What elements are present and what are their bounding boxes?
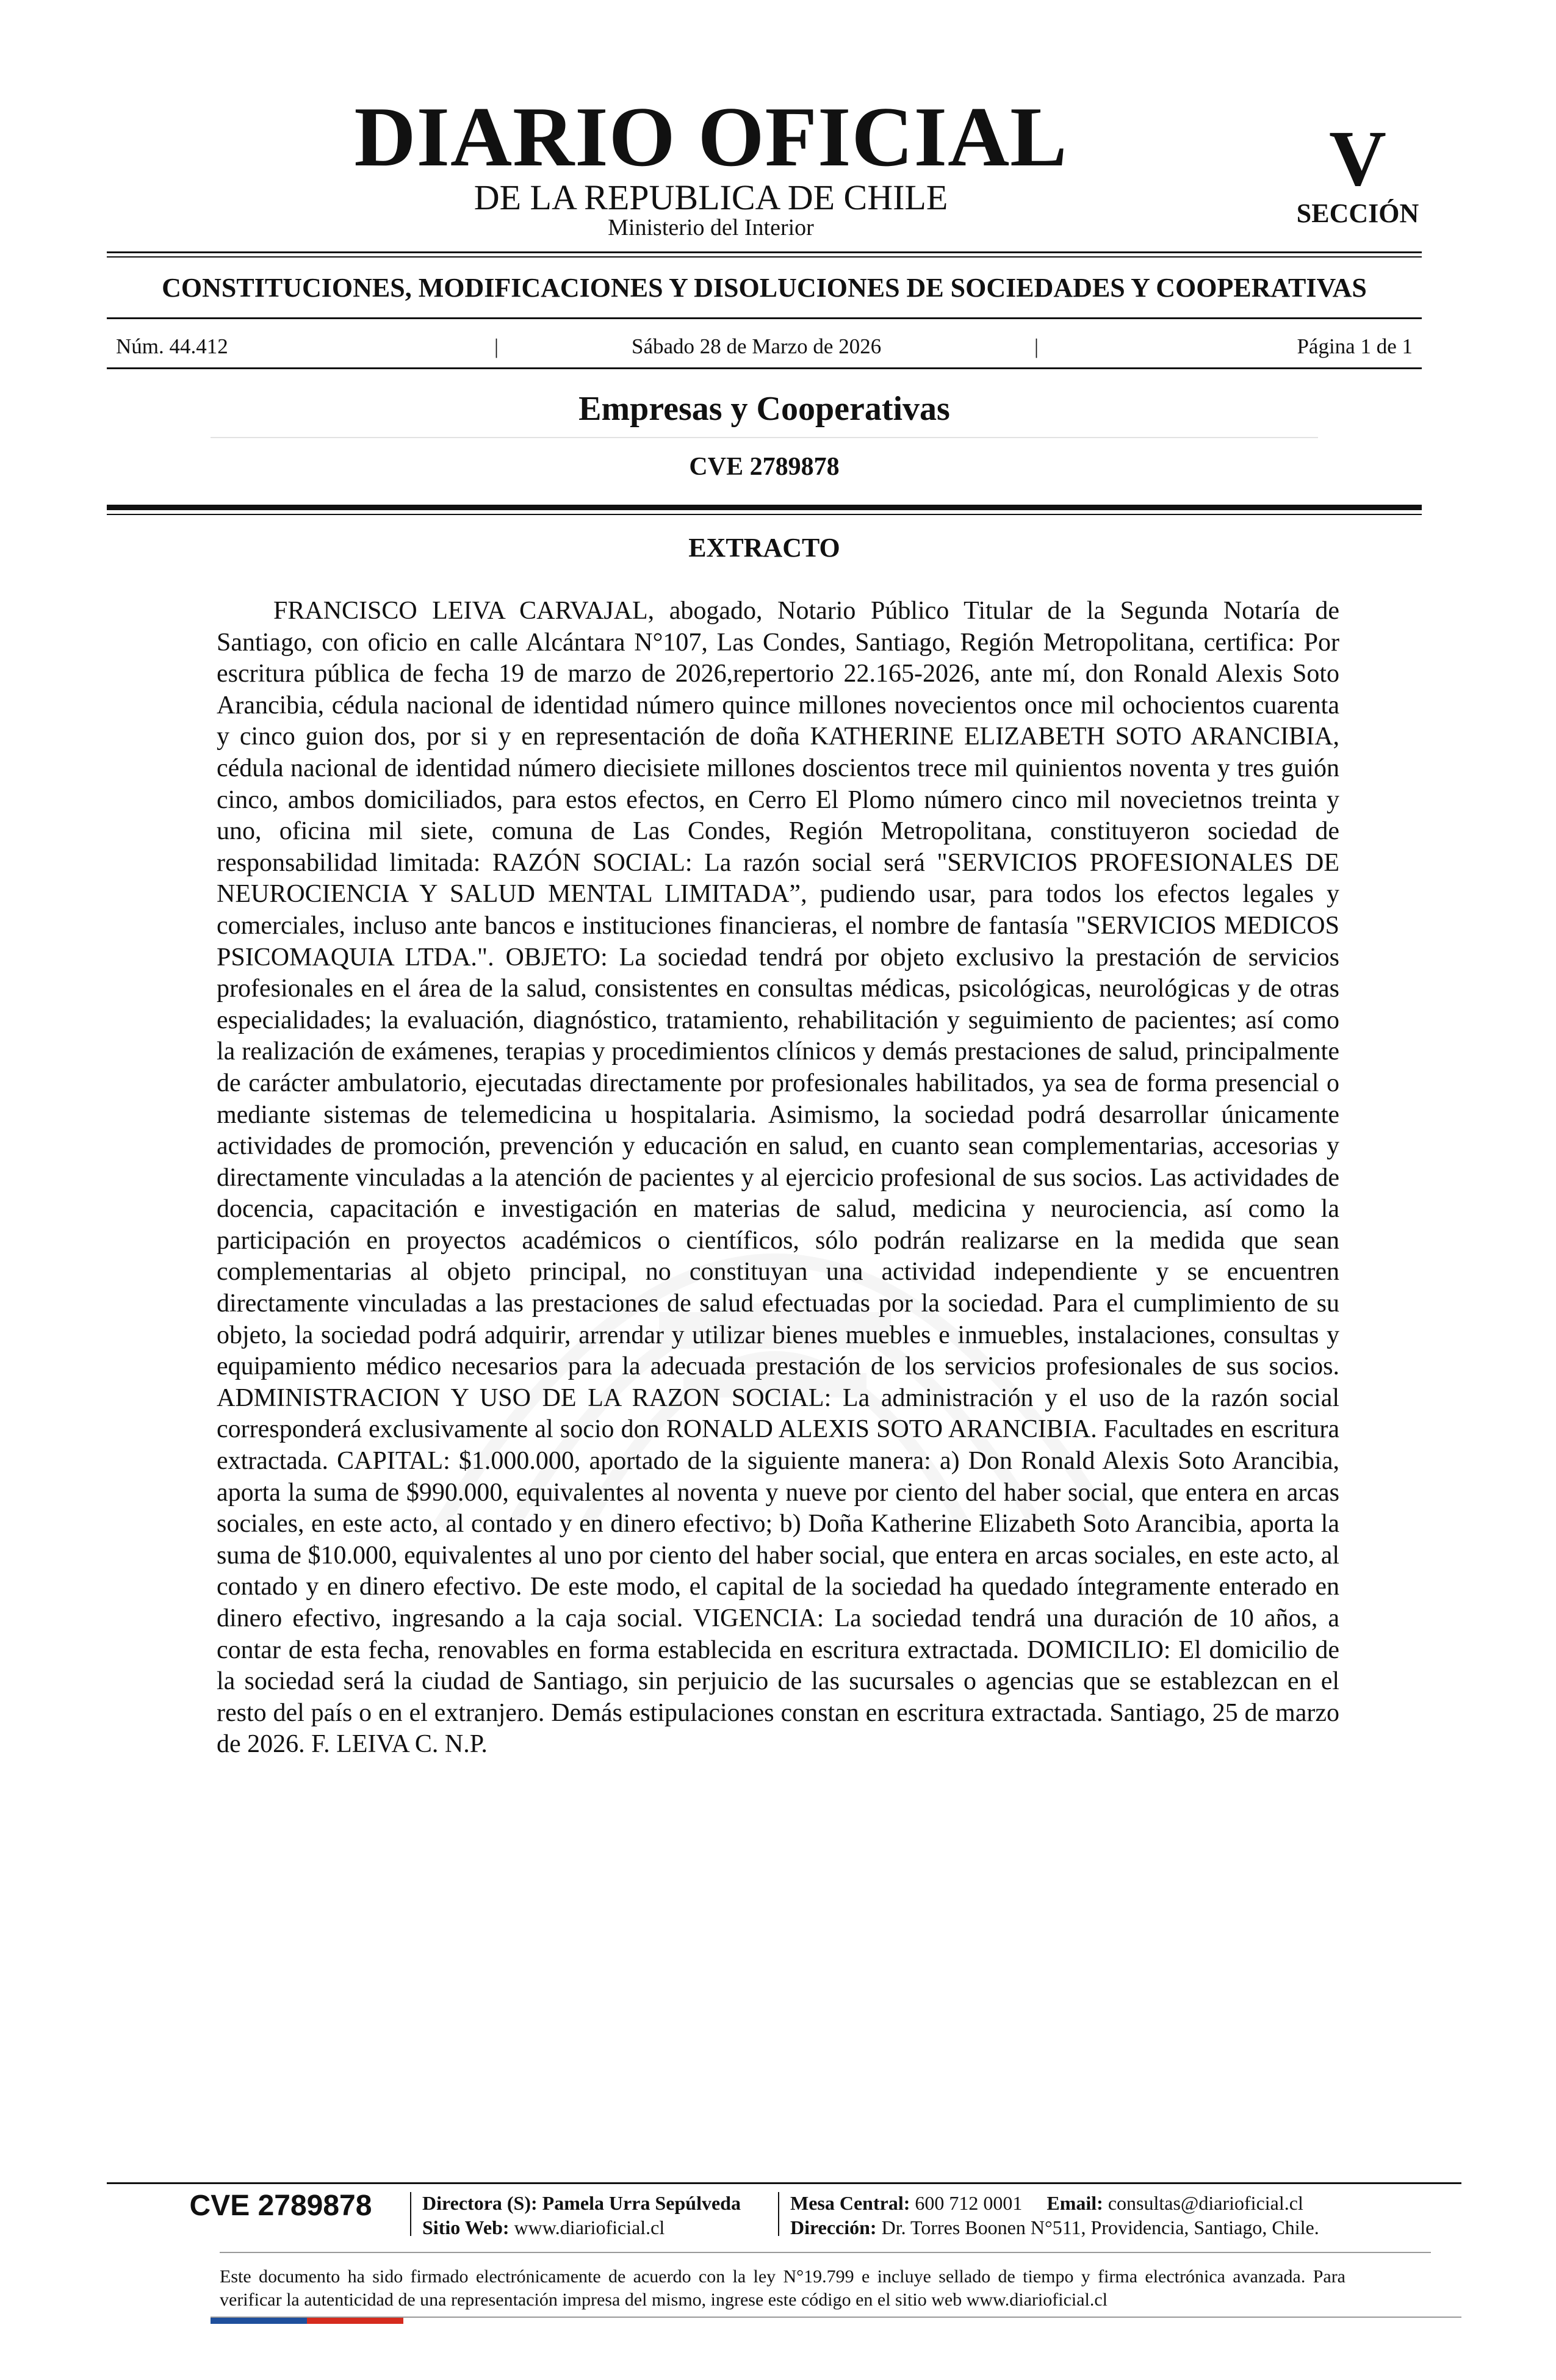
section-letter: V — [1329, 115, 1386, 203]
email-label: Email: — [1046, 2192, 1103, 2214]
footer-divider — [410, 2192, 411, 2236]
footer-cve-code: CVE 2789878 — [189, 2190, 372, 2222]
info-separator: | — [1034, 334, 1039, 358]
category-rule — [107, 317, 1422, 319]
address-label: Dirección: — [790, 2216, 877, 2238]
document-title: EXTRACTO — [688, 533, 840, 563]
heading-divider — [211, 437, 1318, 438]
header-rule-top-thin — [107, 256, 1422, 258]
issue-number: Núm. 44.412 — [116, 334, 228, 358]
phone-value: 600 712 0001 — [915, 2192, 1023, 2214]
director-name: Pamela Urra Sepúlveda — [542, 2192, 741, 2214]
masthead-title: DIARIO OFICIAL — [354, 90, 1068, 184]
cve-rule-thick — [107, 505, 1422, 510]
masthead-ministry: Ministerio del Interior — [608, 215, 814, 240]
footer-divider — [778, 2192, 779, 2236]
info-rule — [107, 367, 1422, 369]
director-label: Directora (S): — [422, 2192, 538, 2214]
cve-code: CVE 2789878 — [689, 453, 840, 481]
cve-rule-thin — [107, 514, 1422, 515]
masthead-subtitle: DE LA REPUBLICA DE CHILE — [474, 178, 948, 217]
header-rule-top — [107, 251, 1422, 253]
flag-stripe-blue — [211, 2318, 307, 2324]
category-title: CONSTITUCIONES, MODIFICACIONES Y DISOLUCIONES DE SOCIEDADES Y COOPERATIVAS — [162, 273, 1367, 303]
flag-stripe-red — [307, 2318, 403, 2324]
footer-director-block — [422, 2191, 788, 2240]
footer-contact-block — [790, 2191, 1413, 2240]
web-label: Sitio Web: — [422, 2216, 510, 2238]
phone-label: Mesa Central: — [790, 2192, 910, 2214]
footer-website-link[interactable]: www.diarioficial.cl — [514, 2216, 665, 2238]
issue-info-row — [116, 333, 1413, 361]
page-indicator: Página 1 de 1 — [1297, 334, 1413, 358]
issue-date: Sábado 28 de Marzo de 2026 — [632, 334, 882, 358]
extract-body: FRANCISCO LEIVA CARVAJAL, abogado, Notario Público Titular de la Segunda Notaría de Santiago, con oficio en calle Alcántara N°107, Las Condes, Santiago, Región Metropolitana, certifica: Por escritura pública de fecha 19 de marzo de 2026,repertorio 22.165-2026, ante mí, don Ronald Alexis Soto Arancibia, cédula nacional de identidad número quince millones novecientos once mil ochocientos cuarenta y cinco guion dos, por si y en representación de doña KATHERINE ELIZABETH SOTO ARANCIBIA, cédula nacional de identidad número diecisiete millones doscientos trece mil quinientos noventa y tres guión cinco, ambos domiciliados, para estos efectos, en Cerro El Plomo número cinco mil novecietnos treinta y uno, oficina mil siete, comuna de Las Condes, Región Metropolitana, constituyeron sociedad de responsabilidad limitada: RAZÓN SOCIAL: La razón social será "SERVICIOS PROFESIONALES DE NEUROCIENCIA Y SALUD MENTAL LIMITADA”, pudiendo usar, para todos los efectos legales y comerciales, incluso ante bancos e instituciones financieras, el nombre de fantasía "SERVICIOS MEDICOS PSICOMAQUIA LTDA.". OBJETO: La sociedad tendrá por objeto exclusivo la prestación de servicios profesionales en el área de la salud, consistentes en consultas médicas, psicológicas, neurológicas y de otras especialidades; la evaluación, diagnóstico, tratamiento, rehabilitación y seguimiento de pacientes; así como la realización de exámenes, terapias y procedimientos clínicos y demás prestaciones de salud, principalmente de carácter ambulatorio, ejecutadas directamente por profesionales habilitados, ya sea de forma presencial o mediante sistemas de telemedicina u hospitalaria. Asimismo, la sociedad podrá desarrollar únicamente actividades de promoción, prevención y educación en salud, en cuanto sean complementarias, accesorias y directamente vinculadas a la atención de pacientes y al ejercicio profesional de sus socios. Las actividades de docencia, capacitación e investigación en materias de salud, medicina y neurociencia, así como la participación en proyectos académicos o científicos, sólo podrán realizarse en la medida que sean complementarias al objeto principal, no constituyan una actividad independiente y se encuentren directamente vinculadas a las prestaciones de salud efectuadas por la sociedad. Para el cumplimiento de su objeto, la sociedad podrá adquirir, arrendar y utilizar bienes muebles e inmuebles, instalaciones, consultas y equipamiento médico necesarios para la adecuada prestación de los servicios profesionales de sus socios. ADMINISTRACION Y USO DE LA RAZON SOCIAL: La administración y el uso de la razón social corresponderá exclusivamente al socio don RONALD ALEXIS SOTO ARANCIBIA. Facultades en escritura extractada. CAPITAL: $1.000.000, aportado de la siguiente manera: a) Don Ronald Alexis Soto Arancibia, aporta la suma de $990.000, equivalentes al noventa y nueve por ciento del haber social, que entera en arcas sociales, en este acto, al contado y en dinero efectivo; b) Doña Katherine Elizabeth Soto Arancibia, aporta la suma de $10.000, equivalentes al uno por ciento del haber social, que entera en arcas sociales, en este acto, al contado y en dinero efectivo. De este modo, el capital de la sociedad ha quedado íntegramente enterado en dinero efectivo, ingresando a la caja social. VIGENCIA: La sociedad tendrá una duración de 10 años, a contar de esta fecha, renovables en forma establecida en escritura extractada. DOMICILIO: El domicilio de la sociedad será la ciudad de Santiago, sin perjuicio de las sucursales o agencias que se establezcan en el resto del país o en el extranjero. Demás estipulaciones constan en escritura extractada. Santiago, 25 de marzo de 2026. F. LEIVA C. N.P. — [217, 597, 1339, 1759]
email-link[interactable]: consultas@diarioficial.cl — [1108, 2192, 1303, 2214]
signature-notice: Este documento ha sido firmado electrónicamente de acuerdo con la ley N°19.799 e incluye sellado de tiempo y firma electrónica avanzada. Para verificar la autenticidad de una representación impresa del mismo, ingrese este código en el sitio web www.diarioficial.cl — [220, 2266, 1345, 2310]
footer-rule-mid — [220, 2252, 1431, 2253]
section-heading: Empresas y Cooperativas — [578, 390, 950, 428]
footer-rule-top — [107, 2182, 1461, 2184]
section-label: SECCIÓN — [1296, 198, 1419, 228]
address-value: Dr. Torres Boonen N°511, Providencia, Santiago, Chile. — [881, 2216, 1319, 2238]
info-separator: | — [494, 334, 499, 358]
